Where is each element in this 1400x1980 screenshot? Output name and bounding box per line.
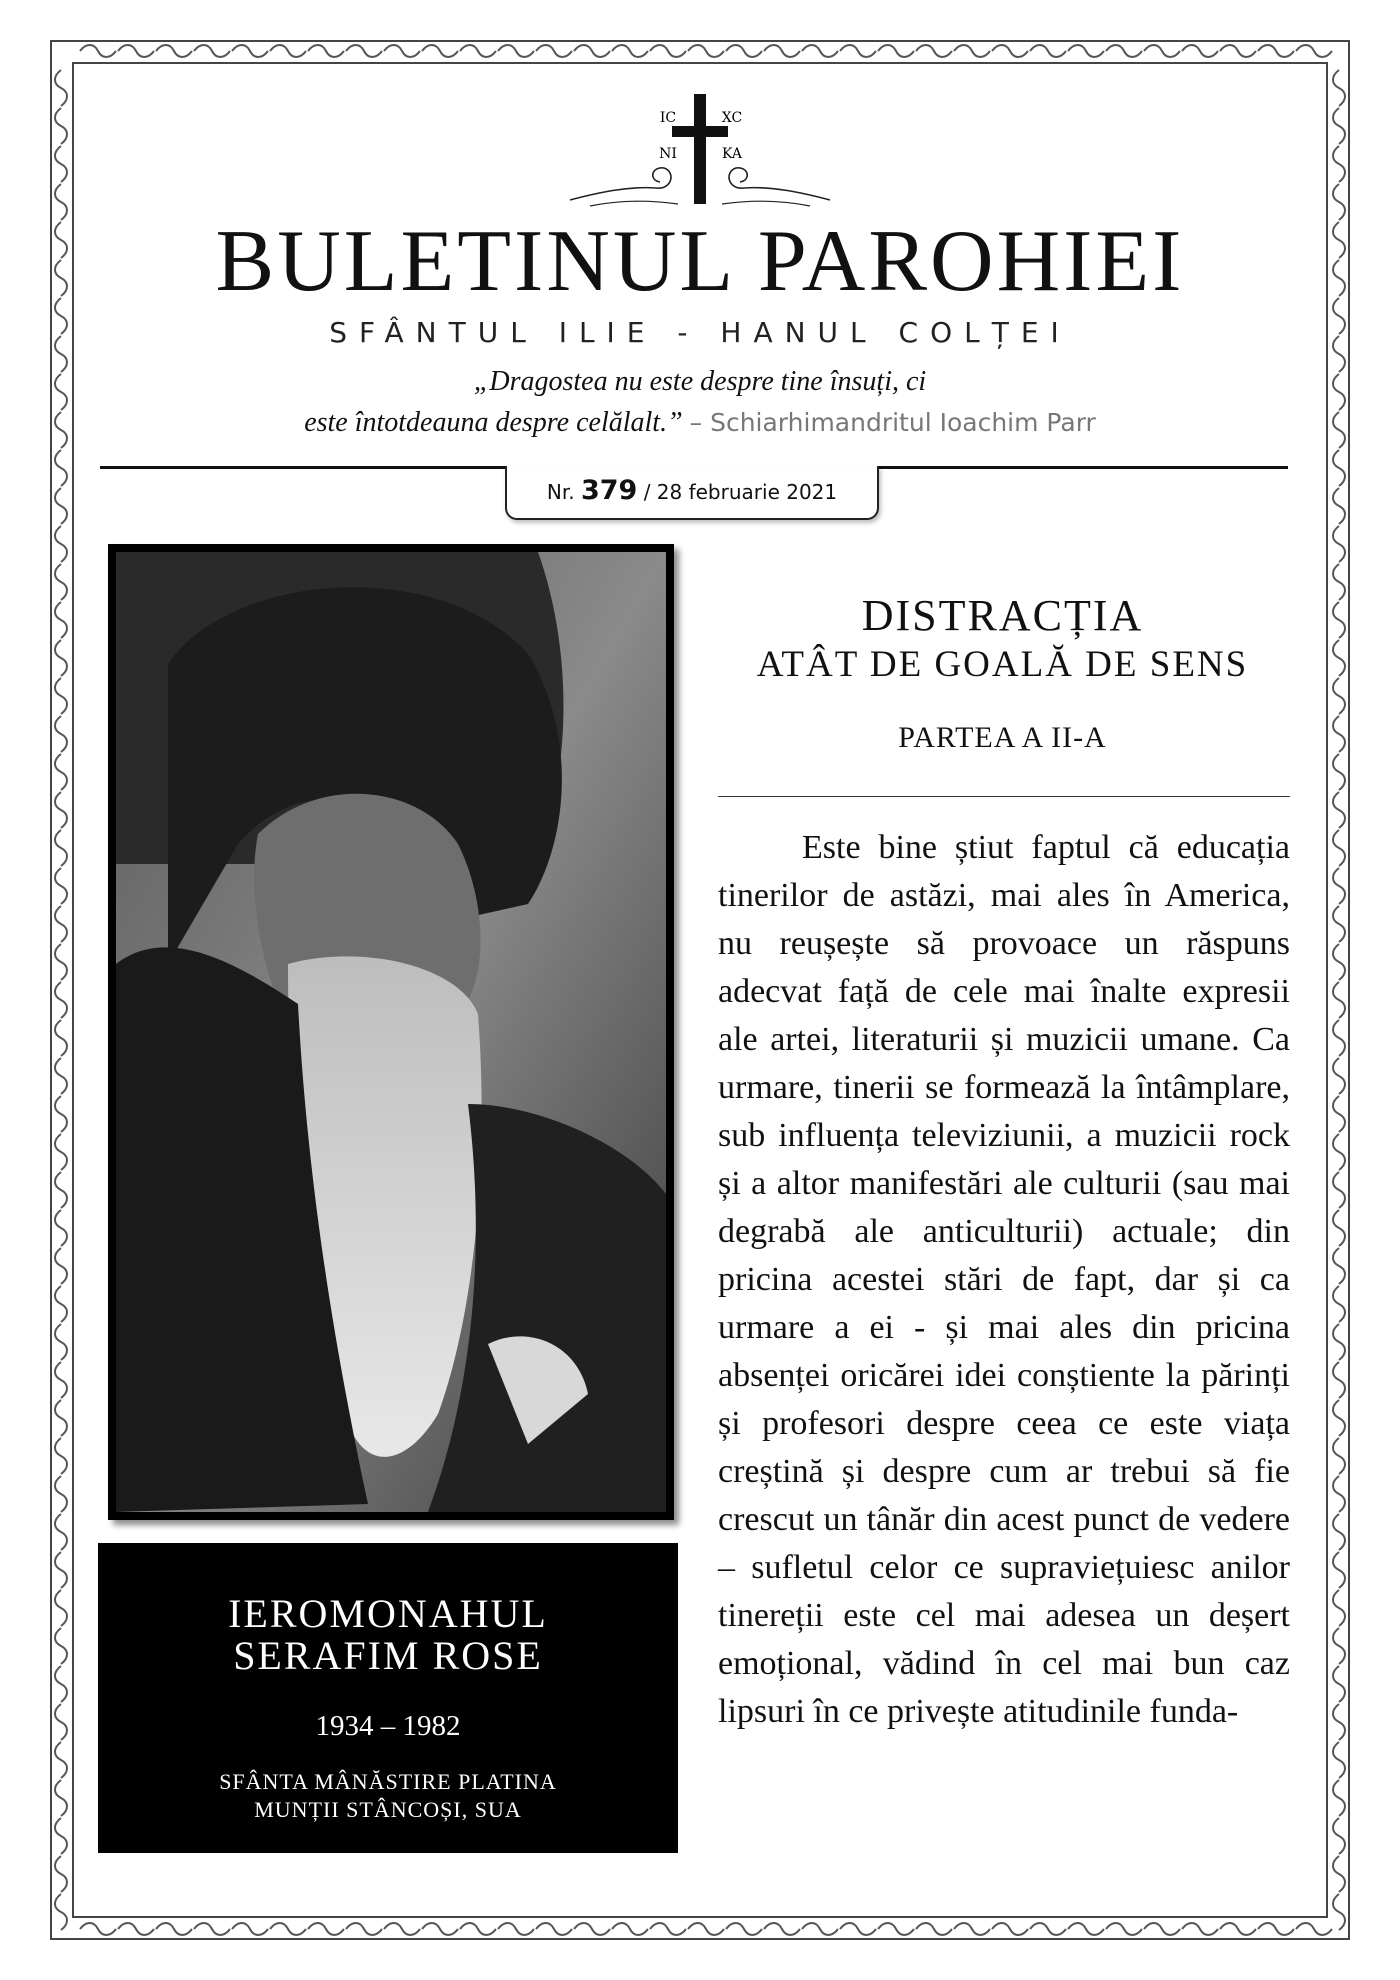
border-scroll xyxy=(1333,488,1345,524)
newsletter-title: BULETINUL PAROHIEI xyxy=(215,213,1185,310)
border-scroll xyxy=(1333,184,1345,220)
quote-line-2: este întotdeauna despre celălalt.” xyxy=(304,406,683,438)
border-scroll xyxy=(1296,1923,1332,1935)
border-scroll xyxy=(498,45,534,57)
border-scroll xyxy=(1333,1666,1345,1702)
border-scroll xyxy=(1333,1856,1345,1892)
border-scroll xyxy=(55,1666,67,1702)
border-scroll xyxy=(688,1923,724,1935)
article-body xyxy=(718,824,1290,1736)
border-scroll xyxy=(1333,1248,1345,1284)
border-scroll xyxy=(55,70,67,106)
border-scroll xyxy=(55,564,67,600)
border-scroll xyxy=(80,45,116,57)
border-scroll xyxy=(802,1923,838,1935)
border-scroll xyxy=(954,1923,990,1935)
caption-name xyxy=(98,1593,678,1677)
border-scroll xyxy=(1333,1096,1345,1132)
border-scroll xyxy=(308,1923,344,1935)
border-scroll xyxy=(55,640,67,676)
border-scroll xyxy=(1333,564,1345,600)
border-scroll xyxy=(55,944,67,980)
border-scroll xyxy=(1182,1923,1218,1935)
border-scroll xyxy=(1333,1020,1345,1056)
border-scroll xyxy=(1333,1894,1345,1930)
border-scroll xyxy=(1333,602,1345,638)
article-title xyxy=(710,590,1295,687)
issue-number: 379 xyxy=(580,475,638,506)
border-scroll xyxy=(1333,678,1345,714)
border-scroll xyxy=(55,1552,67,1588)
border-scroll xyxy=(55,1438,67,1474)
issue-date: / 28 februarie 2021 xyxy=(643,480,838,504)
border-scroll xyxy=(55,488,67,524)
border-scroll xyxy=(1333,1324,1345,1360)
border-scroll xyxy=(55,830,67,866)
border-scroll xyxy=(1220,1923,1256,1935)
border-scroll xyxy=(460,45,496,57)
article-title-line-2: ATÂT DE GOALĂ DE SENS xyxy=(756,643,1249,685)
border-scroll xyxy=(1333,1818,1345,1854)
border-scroll xyxy=(840,1923,876,1935)
border-scroll xyxy=(55,1134,67,1170)
border-scroll xyxy=(1333,70,1345,106)
border-scroll xyxy=(422,45,458,57)
border-scroll xyxy=(1333,1628,1345,1664)
border-scroll xyxy=(612,1923,648,1935)
border-scroll xyxy=(1333,1438,1345,1474)
border-scroll xyxy=(55,450,67,486)
border-scroll xyxy=(55,1818,67,1854)
border-scroll xyxy=(1106,1923,1142,1935)
border-scroll xyxy=(1333,1400,1345,1436)
border-scroll xyxy=(308,45,344,57)
border-scroll xyxy=(346,1923,382,1935)
parish-subtitle: SFÂNTUL ILIE - HANUL COLȚEI xyxy=(329,316,1071,349)
border-scroll xyxy=(460,1923,496,1935)
border-scroll xyxy=(156,45,192,57)
border-scroll xyxy=(1333,1210,1345,1246)
border-scroll xyxy=(55,1514,67,1550)
portrait-photo xyxy=(108,544,674,1520)
border-scroll xyxy=(55,754,67,790)
issue-badge xyxy=(505,466,879,520)
caption-place-line-1: SFÂNTA MÂNĂSTIRE PLATINA xyxy=(219,1769,557,1794)
border-scroll xyxy=(612,45,648,57)
border-scroll xyxy=(55,602,67,638)
border-scroll xyxy=(1333,1552,1345,1588)
border-scroll xyxy=(270,1923,306,1935)
border-scroll xyxy=(726,45,762,57)
border-scroll xyxy=(55,868,67,904)
border-scroll xyxy=(878,45,914,57)
border-scroll xyxy=(55,678,67,714)
border-scroll xyxy=(270,45,306,57)
border-scroll xyxy=(1258,1923,1294,1935)
issue-prefix: Nr. xyxy=(546,480,575,504)
border-scroll xyxy=(55,1286,67,1322)
svg-text:NI: NI xyxy=(659,146,677,162)
border-scroll xyxy=(384,45,420,57)
caption-place xyxy=(98,1768,678,1823)
border-scroll xyxy=(1333,1514,1345,1550)
border-scroll xyxy=(55,1628,67,1664)
border-scroll xyxy=(55,1248,67,1284)
border-scroll xyxy=(1333,640,1345,676)
svg-text:IC: IC xyxy=(659,110,677,126)
border-scroll xyxy=(1333,1286,1345,1322)
border-scroll xyxy=(1296,45,1332,57)
svg-text:XC: XC xyxy=(721,110,743,126)
border-scroll xyxy=(1333,1590,1345,1626)
border-scroll xyxy=(574,45,610,57)
border-scroll xyxy=(1068,1923,1104,1935)
border-scroll xyxy=(1333,1742,1345,1778)
border-scroll xyxy=(1333,716,1345,752)
border-scroll xyxy=(55,1324,67,1360)
photo-caption xyxy=(98,1543,678,1853)
border-scroll xyxy=(55,1856,67,1892)
border-scroll xyxy=(55,1096,67,1132)
border-scroll xyxy=(194,45,230,57)
border-scroll xyxy=(55,1400,67,1436)
quote-line-1: „Dragostea nu este despre tine însuți, ci xyxy=(473,366,927,397)
border-scroll xyxy=(55,1362,67,1398)
border-scroll xyxy=(916,1923,952,1935)
border-scroll xyxy=(55,1780,67,1816)
caption-place-line-2: MUNȚII STÂNCOȘI, SUA xyxy=(254,1796,522,1822)
article-part: PARTEA A II-A xyxy=(898,721,1107,754)
border-scroll xyxy=(55,906,67,942)
cross-icon xyxy=(560,88,840,213)
border-scroll xyxy=(384,1923,420,1935)
border-scroll xyxy=(55,1894,67,1930)
border-scroll xyxy=(1258,45,1294,57)
border-scroll xyxy=(55,1590,67,1626)
border-scroll xyxy=(55,1020,67,1056)
border-scroll xyxy=(1333,944,1345,980)
border-scroll xyxy=(764,1923,800,1935)
border-scroll xyxy=(55,1210,67,1246)
border-scroll xyxy=(55,108,67,144)
border-scroll xyxy=(574,1923,610,1935)
border-scroll xyxy=(1333,1172,1345,1208)
border-scroll xyxy=(536,1923,572,1935)
border-scroll xyxy=(1333,1704,1345,1740)
caption-name-line-1: IEROMONAHUL xyxy=(228,1591,548,1636)
border-scroll xyxy=(1106,45,1142,57)
border-scroll xyxy=(194,1923,230,1935)
border-scroll xyxy=(650,45,686,57)
border-scroll xyxy=(55,526,67,562)
border-scroll xyxy=(1333,830,1345,866)
border-scroll xyxy=(55,1172,67,1208)
article-title-line-1: DISTRACȚIA xyxy=(861,591,1144,640)
border-scroll xyxy=(1220,45,1256,57)
border-scroll xyxy=(1333,1780,1345,1816)
border-scroll xyxy=(422,1923,458,1935)
border-scroll xyxy=(1333,982,1345,1018)
border-scroll xyxy=(55,1704,67,1740)
border-scroll xyxy=(232,1923,268,1935)
border-scroll xyxy=(764,45,800,57)
border-scroll xyxy=(1333,1134,1345,1170)
border-scroll xyxy=(1030,45,1066,57)
border-scroll xyxy=(1182,45,1218,57)
monk-portrait-icon xyxy=(108,544,674,1520)
border-scroll xyxy=(992,1923,1028,1935)
caption-name-line-2: SERAFIM ROSE xyxy=(233,1633,543,1678)
border-scroll xyxy=(118,45,154,57)
border-scroll xyxy=(688,45,724,57)
border-scroll xyxy=(55,146,67,182)
border-scroll xyxy=(840,45,876,57)
border-scroll xyxy=(1333,450,1345,486)
border-scroll xyxy=(916,45,952,57)
svg-text:KA: KA xyxy=(721,146,743,162)
border-scroll xyxy=(992,45,1028,57)
border-scroll xyxy=(650,1923,686,1935)
border-scroll xyxy=(80,1923,116,1935)
border-scroll xyxy=(55,1058,67,1094)
border-scroll xyxy=(498,1923,534,1935)
caption-years: 1934 – 1982 xyxy=(315,1710,461,1742)
border-scroll xyxy=(1144,45,1180,57)
border-scroll xyxy=(1333,906,1345,942)
border-scroll xyxy=(55,716,67,752)
border-scroll xyxy=(55,184,67,220)
article-paragraph: Este bine știut faptul că educația tinerilor de astăzi, mai ales în America, nu reușește să provoace un răspuns adecvat față de cele mai înalte expresii ale artei, literaturii și muzicii umane. Ca urmare, tinerii se formează la întâmplare, sub influența televiziunii, a muzicii rock și a altor manifestări ale culturii (sau mai degrabă ale anticulturii) actuale; din pricina acestei stări de fapt, dar și ca urmare a ei - și mai ales din pricina absenței oricărei idei conștiente la părinți și profesori despre ceea ce este viața creștină și despre cum ar trebui să fie crescut un tânăr din acest punct de vedere – sufletul celor ce supraviețuiesc anilor tinereții este cel mai adesea un deșert emoțional, vădind în cel mai bun caz lipsuri în ce privește atitudinile funda- xyxy=(718,829,1290,1730)
header-quote xyxy=(0,362,1400,443)
border-scroll xyxy=(55,792,67,828)
border-scroll xyxy=(878,1923,914,1935)
quote-author: – Schiarhimandritul Ioachim Parr xyxy=(689,407,1096,437)
border-scroll xyxy=(1333,1362,1345,1398)
border-scroll xyxy=(1333,526,1345,562)
border-scroll xyxy=(55,1742,67,1778)
border-scroll xyxy=(1068,45,1104,57)
border-scroll xyxy=(802,45,838,57)
border-scroll xyxy=(1144,1923,1180,1935)
border-scroll xyxy=(156,1923,192,1935)
border-scroll xyxy=(1333,792,1345,828)
border-scroll xyxy=(346,45,382,57)
border-scroll xyxy=(1030,1923,1066,1935)
border-scroll xyxy=(726,1923,762,1935)
border-scroll xyxy=(55,982,67,1018)
border-scroll xyxy=(954,45,990,57)
border-scroll xyxy=(118,1923,154,1935)
border-scroll xyxy=(536,45,572,57)
article-divider xyxy=(718,796,1290,797)
border-scroll xyxy=(1333,754,1345,790)
border-scroll xyxy=(1333,868,1345,904)
border-scroll xyxy=(1333,108,1345,144)
border-scroll xyxy=(1333,1058,1345,1094)
border-scroll xyxy=(1333,146,1345,182)
border-scroll xyxy=(55,1476,67,1512)
border-scroll xyxy=(1333,1476,1345,1512)
border-scroll xyxy=(232,45,268,57)
